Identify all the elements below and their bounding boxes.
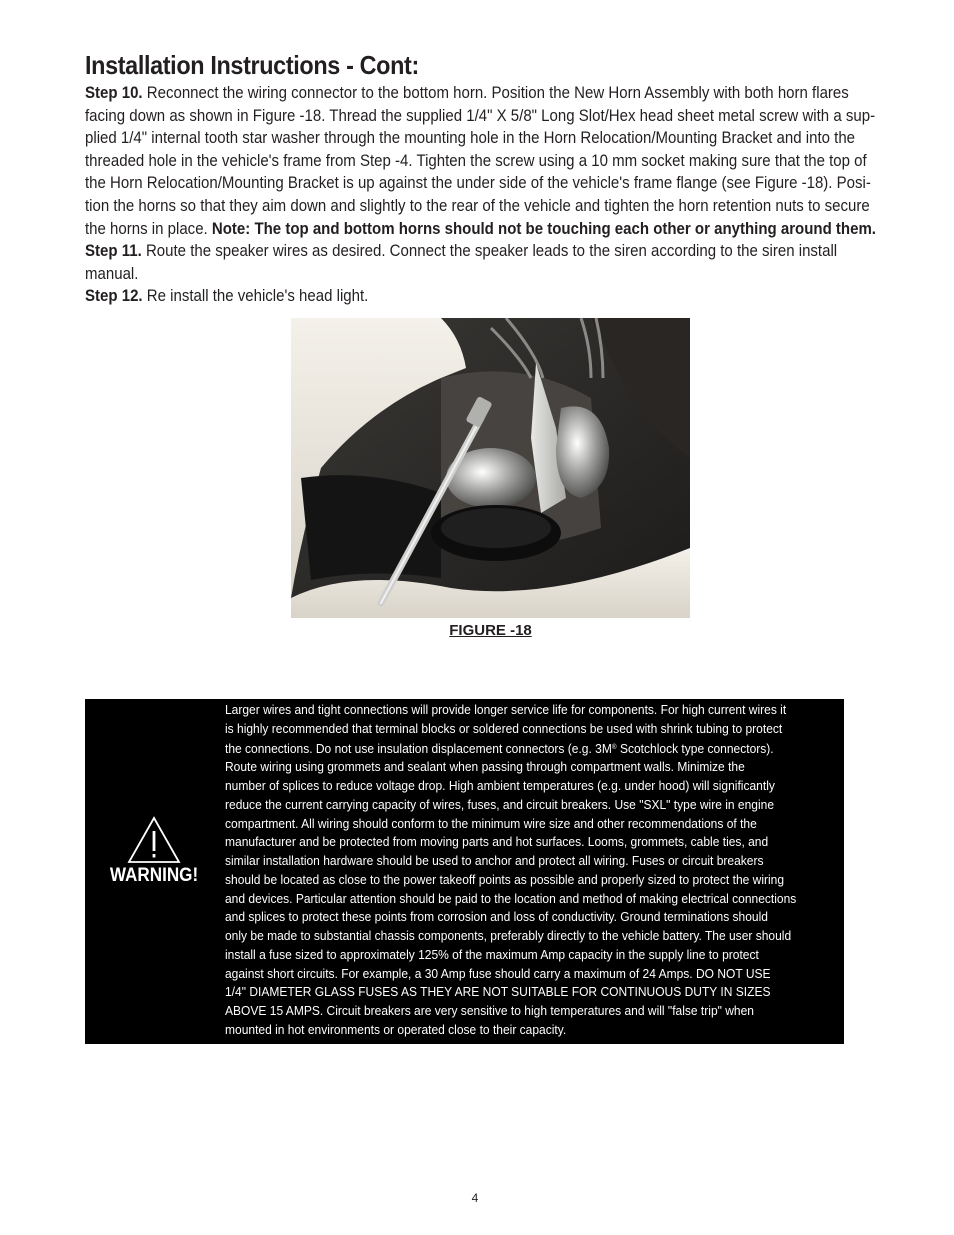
step-10-note: Note: The top and bottom horns should not be touching each other or anything around them.	[211, 218, 876, 238]
warning-box	[85, 699, 844, 1044]
warning-line: ABOVE 15 AMPS. Circuit breakers are very sensitive to high temperatures and will "false trip" when	[225, 1003, 754, 1018]
step-10-label: Step 10.	[85, 83, 143, 102]
warning-line: Larger wires and tight connections will provide longer service life for components. For high current wires it	[225, 702, 787, 717]
warning-text	[225, 701, 849, 1040]
warning-line: the connections. Do not use insulation displacement connectors (e.g. 3M® Scotchlock type connectors).	[225, 740, 774, 756]
warning-line: manufacturer and be protected from moving parts and hot surfaces. Looms, grommets, cable ties, and	[225, 834, 769, 850]
step-10-line-1: Step 10. Reconnect the wiring connector to the bottom horn. Position the New Horn Assembly with both horn flares	[85, 83, 849, 102]
warning-line: only be made to substantial chassis components, preferably directly to the vehicle battery. The user should	[225, 928, 792, 943]
warning-triangle-icon	[127, 816, 181, 864]
warning-line: number of splices to reduce voltage drop. High ambient temperatures (e.g. under hood) will significantly	[225, 778, 775, 793]
step-10-line-3: plied 1/4" internal tooth star washer through the mounting hole in the Horn Relocation/Mounting Bracket and into the	[85, 128, 856, 148]
instruction-steps	[85, 82, 900, 308]
step-10-line-4: threaded hole in the vehicle's frame from Step -4. Tighten the screw using a 10 mm socket making sure that the top of	[85, 150, 867, 170]
page-number: 4	[471, 1191, 479, 1205]
step-11-line-2: manual.	[85, 263, 139, 283]
warning-line: compartment. All wiring should conform to the minimum wire size and other recommendations of the	[225, 815, 757, 831]
step-11-line-1: Step 11. Route the speaker wires as desired. Connect the speaker leads to the siren according to the siren install	[85, 241, 838, 261]
registered-mark: ®	[611, 743, 617, 751]
step-12-line-1: Step 12. Re install the vehicle's head light.	[85, 286, 369, 306]
warning-line: similar installation hardware should be used to anchor and protect all wiring. Fuses or circuit breakers	[225, 853, 764, 868]
warning-line: install a fuse sized to approximately 125% of the maximum Amp capacity in the supply line to protect	[225, 946, 759, 962]
warning-line: mounted in hot environments or operated close to their capacity.	[225, 1021, 567, 1037]
horn-assembly-photo-illustration	[291, 318, 690, 618]
step-10-line-2: facing down as shown in Figure -18. Thread the supplied 1/4" X 5/8" Long Slot/Hex head sheet metal screw with a sup-	[85, 105, 876, 125]
warning-line: Route wiring using grommets and sealant when passing through compartment walls. Minimize the	[225, 759, 745, 775]
step-11-label: Step 11.	[85, 241, 142, 261]
step-10-line-5: the Horn Relocation/Mounting Bracket is up against the under side of the vehicle's frame flange (see Figure -18). Posi-	[85, 173, 871, 193]
warning-line: is highly recommended that terminal blocks or soldered connections be used with shrink tubing to protect	[225, 720, 783, 736]
warning-line: and devices. Particular attention should be paid to the location and method of making electrical connections	[225, 890, 797, 906]
warning-line: should be located as close to the power takeoff points as possible and properly sized to protect the wiring	[225, 871, 785, 887]
page-title: Installation Instructions - Cont:	[85, 50, 419, 80]
step-12-label: Step 12.	[85, 286, 143, 306]
warning-line: 1/4" DIAMETER GLASS FUSES AS THEY ARE NOT SUITABLE FOR CONTINUOUS DUTY IN SIZES	[225, 984, 771, 1000]
figure-18-photo	[291, 318, 690, 618]
warning-icon-column	[85, 699, 223, 1044]
warning-line: and splices to protect these points from corrosion and loss of conductivity. Ground terminations should	[225, 909, 768, 925]
step-10-line-6: tion the horns so that they aim down and slightly to the rear of the vehicle and tighten the horn retention nuts to secure	[85, 195, 870, 215]
warning-line: reduce the current carrying capacity of wires, fuses, and circuit breakers. Use "SXL" type wire in engine	[225, 796, 775, 812]
warning-label: WARNING!	[109, 865, 199, 886]
figure-caption: FIGURE -18	[449, 622, 532, 639]
warning-line: against short circuits. For example, a 30 Amp fuse should carry a maximum of 24 Amps. DO NOT USE	[225, 965, 771, 981]
step-10-line-7: the horns in place. Note: The top and bottom horns should not be touching each other or anything around them.	[85, 218, 876, 238]
